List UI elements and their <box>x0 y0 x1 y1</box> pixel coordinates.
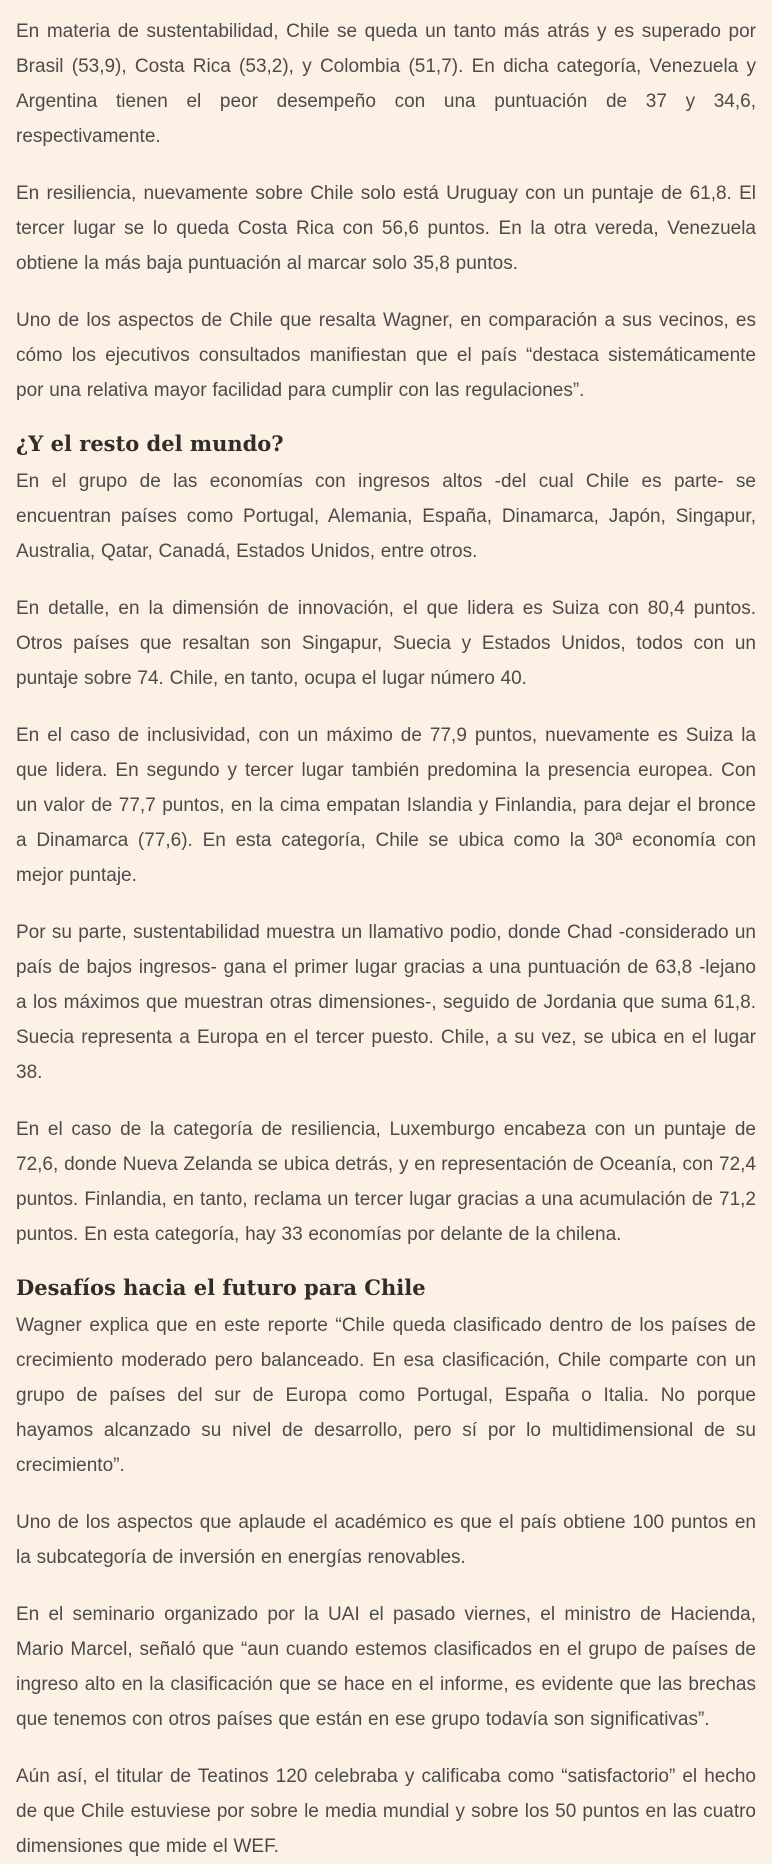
section-heading-resto-del-mundo: ¿Y el resto del mundo? <box>16 431 284 456</box>
paragraph-economias-ingresos-altos: En el grupo de las economías con ingresos altos -del cual Chile es parte- se encuentran países como Portugal, Alemania, España, Dinamarca, Japón, Singapur, Australia, Qatar, Canadá, Estados Unidos, entre otros. <box>16 471 756 562</box>
paragraph-wagner-regulaciones: Uno de los aspectos de Chile que resalta Wagner, en comparación a sus vecinos, es cómo los ejecutivos consultados manifiestan que el país “destaca sistemáticamente por una relativa mayor facilidad para cumplir con las regulaciones”. <box>16 310 756 401</box>
section-heading-desafios-chile: Desafíos hacia el futuro para Chile <box>16 1275 426 1300</box>
paragraph-marcel-seminario: En el seminario organizado por la UAI el pasado viernes, el ministro de Hacienda, Mario Marcel, señaló que “aun cuando estemos clasificados en el grupo de países de ingreso alto en la clasificación que se hace en el informe, es evidente que las brechas que tenemos con otros países que están en ese grupo todavía son significativas”. <box>16 1604 756 1730</box>
paragraph-resiliencia-luxemburgo: En el caso de la categoría de resiliencia, Luxemburgo encabeza con un puntaje de 72,6, donde Nueva Zelanda se ubica detrás, y en representación de Oceanía, con 72,4 puntos. Finlandia, en tanto, reclama un tercer lugar gracias a una acumulación de 71,2 puntos. En esta categoría, hay 33 economías por delante de la chilena. <box>16 1119 756 1245</box>
paragraph-innovacion-suiza: En detalle, en la dimensión de innovación, el que lidera es Suiza con 80,4 puntos. Otros países que resaltan son Singapur, Suecia y Estados Unidos, todos con un puntaje sobre 74. Chile, en tanto, ocupa el lugar número 40. <box>16 598 756 689</box>
paragraph-energias-renovables: Uno de los aspectos que aplaude el académico es que el país obtiene 100 puntos en la subcategoría de inversión en energías renovables. <box>16 1512 756 1568</box>
paragraph-sustentabilidad-chad: Por su parte, sustentabilidad muestra un llamativo podio, donde Chad -considerado un país de bajos ingresos- gana el primer lugar gracias a una puntuación de 63,8 -lejano a los máximos que muestran otras dimensiones-, seguido de Jordania que suma 61,8. Suecia representa a Europa en el tercer puesto. Chile, a su vez, se ubica en el lugar 38. <box>16 922 756 1083</box>
paragraph-teatinos-satisfactorio: Aún así, el titular de Teatinos 120 celebraba y calificaba como “satisfactorio” el hecho de que Chile estuviese por sobre le media mundial y sobre los 50 puntos en las cuatro dimensiones que mide el WEF. <box>16 1766 756 1857</box>
paragraph-resiliencia-ranking: En resiliencia, nuevamente sobre Chile solo está Uruguay con un puntaje de 61,8. El tercer lugar se lo queda Costa Rica con 56,6 puntos. En la otra vereda, Venezuela obtiene la más baja puntuación al marcar solo 35,8 puntos. <box>16 183 756 274</box>
paragraph-sustentabilidad-ranking: En materia de sustentabilidad, Chile se queda un tanto más atrás y es superado por Brasil (53,9), Costa Rica (53,2), y Colombia (51,7). En dicha categoría, Venezuela y Argentina tienen el peor desempeño con una puntuación de 37 y 34,6, respectivamente. <box>16 21 756 147</box>
paragraph-wagner-clasificacion: Wagner explica que en este reporte “Chile queda clasificado dentro de los países de crecimiento moderado pero balanceado. En esa clasificación, Chile comparte con un grupo de países del sur de Europa como Portugal, España o Italia. No porque hayamos alcanzado su nivel de desarrollo, pero sí por lo multidimensional de su crecimiento”. <box>16 1315 756 1476</box>
paragraph-inclusividad-suiza: En el caso de inclusividad, con un máximo de 77,9 puntos, nuevamente es Suiza la que lidera. En segundo y tercer lugar también predomina la presencia europea. Con un valor de 77,7 puntos, en la cima empatan Islandia y Finlandia, para dejar el bronce a Dinamarca (77,6). En esta categoría, Chile se ubica como la 30ª economía con mejor puntaje. <box>16 725 756 886</box>
